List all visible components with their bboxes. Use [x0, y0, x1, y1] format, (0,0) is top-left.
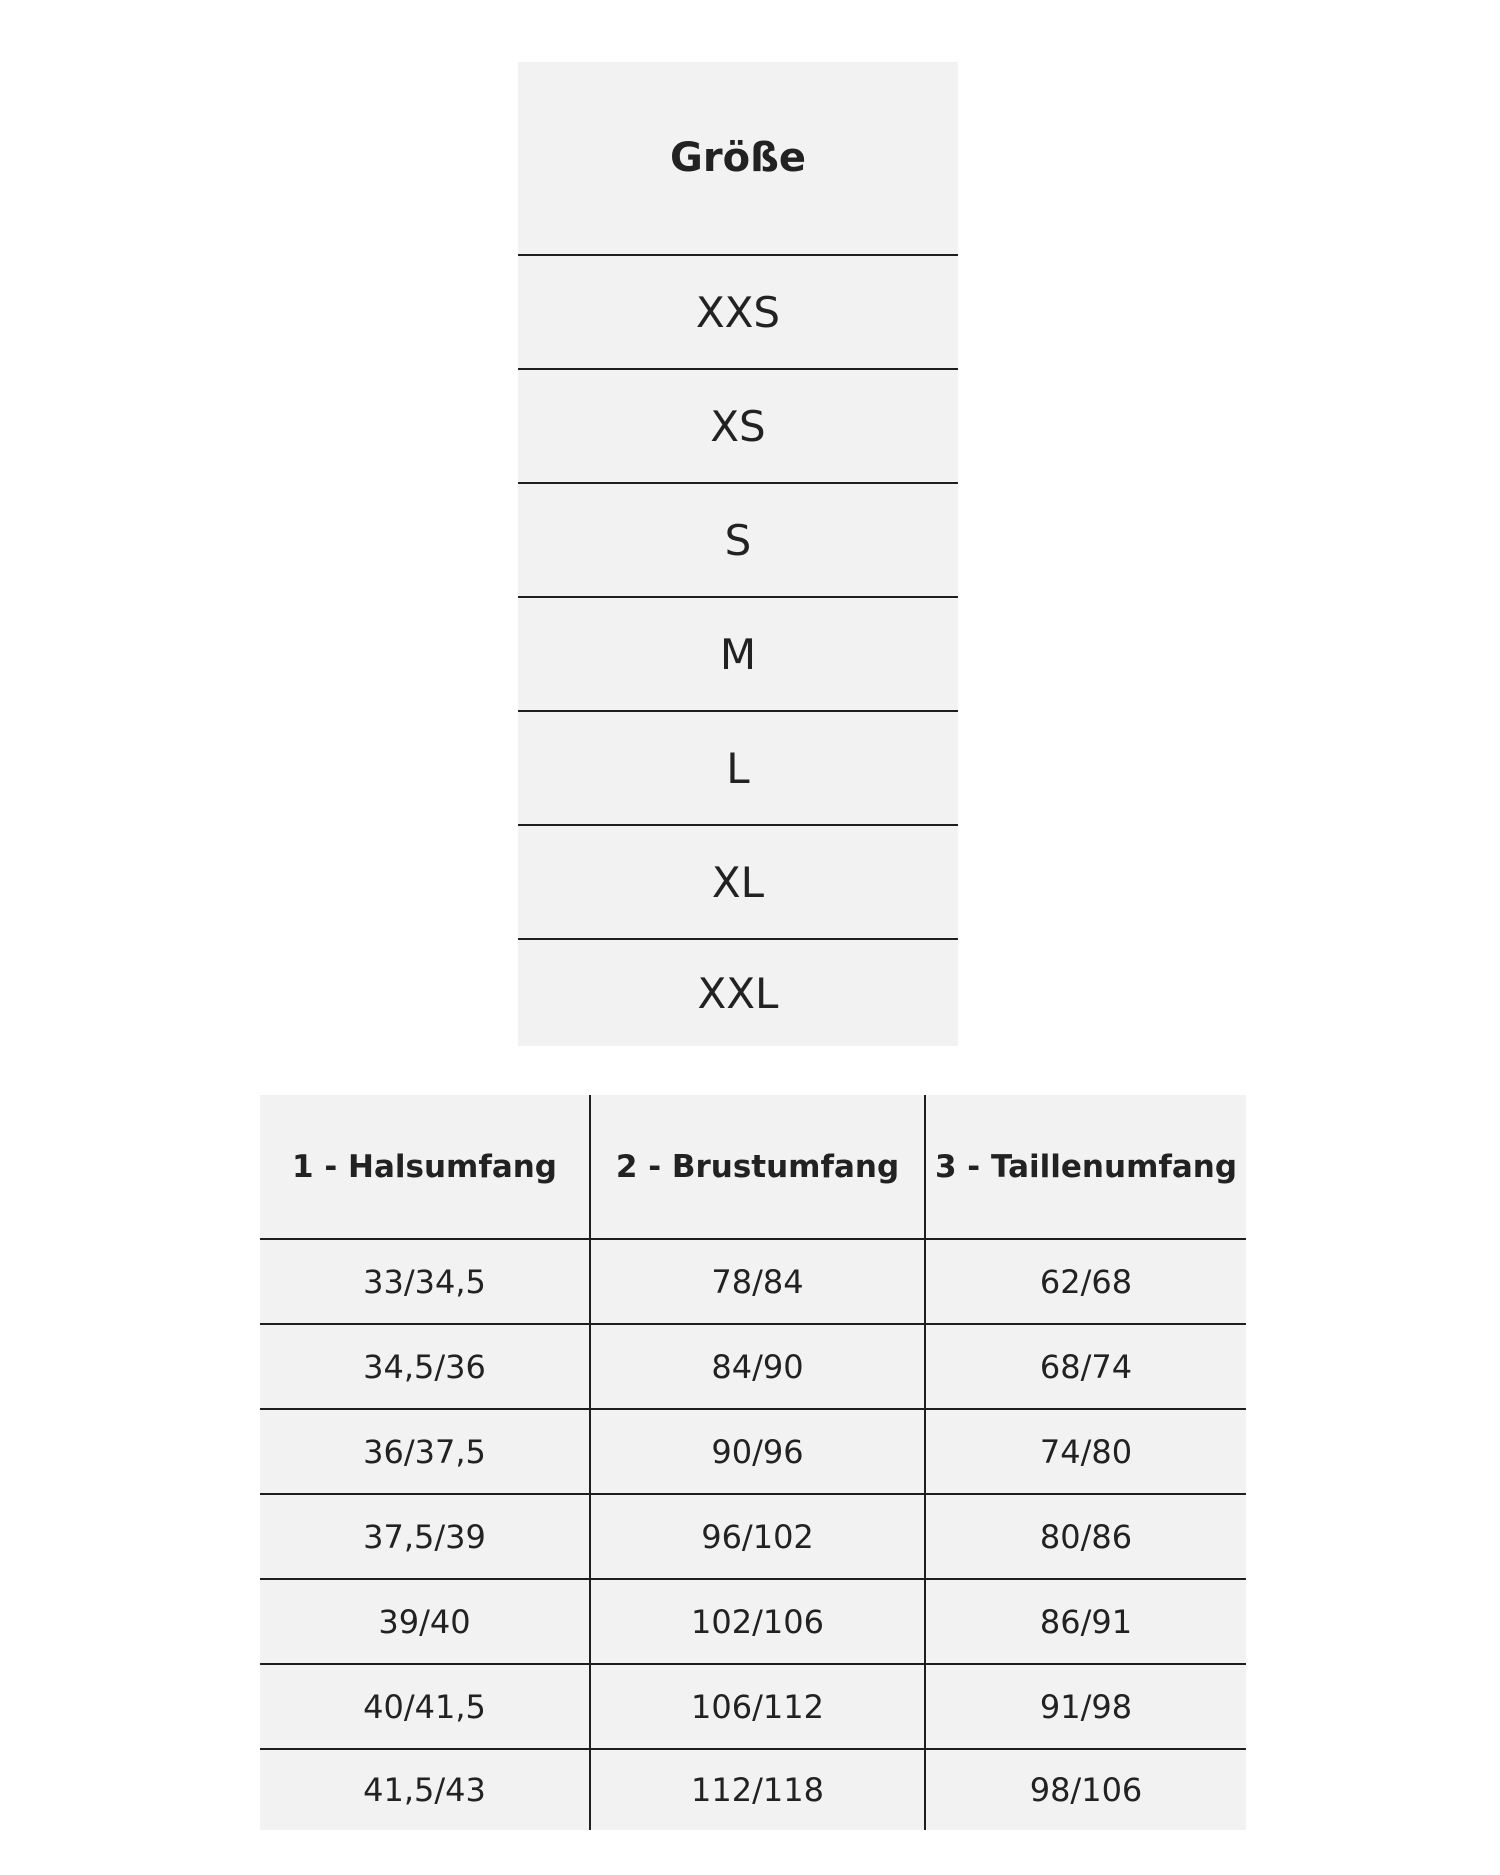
size-row: XS [518, 370, 958, 484]
chest-cell: 90/96 [591, 1410, 926, 1493]
chest-cell: 112/118 [591, 1750, 926, 1830]
size-row: XXS [518, 256, 958, 370]
size-table-header: Größe [518, 62, 958, 256]
waist-cell: 74/80 [1039, 1432, 1133, 1471]
neck-cell: 36/37,5 [260, 1410, 591, 1493]
neck-cell: 34,5/36 [260, 1325, 591, 1408]
column-header-chest: 2 - Brustumfang [591, 1095, 926, 1238]
chest-cell: 96/102 [591, 1495, 926, 1578]
size-row: S [518, 484, 958, 598]
waist-cell: 62/68 [1039, 1262, 1133, 1301]
chest-cell: 78/84 [591, 1240, 926, 1323]
chest-cell: 102/106 [591, 1580, 926, 1663]
measurements-table [260, 1095, 1246, 1830]
neck-cell: 41,5/43 [260, 1750, 591, 1830]
column-header-waist: 3 - Taillenumfang [934, 1148, 1238, 1185]
neck-cell: 33/34,5 [260, 1240, 591, 1323]
table-row [260, 1750, 1246, 1830]
table-row [260, 1495, 1246, 1580]
waist-cell: 68/74 [1039, 1347, 1133, 1386]
size-row: L [518, 712, 958, 826]
table-row [260, 1665, 1246, 1750]
table-row [260, 1580, 1246, 1665]
table-row [260, 1410, 1246, 1495]
measurements-header-row [260, 1095, 1246, 1240]
waist-cell: 80/86 [1039, 1517, 1133, 1556]
size-row: M [518, 598, 958, 712]
waist-cell: 91/98 [1039, 1687, 1133, 1726]
neck-cell: 40/41,5 [260, 1665, 591, 1748]
table-row [260, 1240, 1246, 1325]
chest-cell: 84/90 [591, 1325, 926, 1408]
size-row: XL [518, 826, 958, 940]
neck-cell: 37,5/39 [260, 1495, 591, 1578]
waist-cell: 98/106 [1029, 1771, 1143, 1809]
size-table [518, 62, 958, 1046]
size-row: XXL [697, 968, 779, 1018]
table-row [260, 1325, 1246, 1410]
neck-cell: 39/40 [260, 1580, 591, 1663]
chest-cell: 106/112 [591, 1665, 926, 1748]
column-header-neck: 1 - Halsumfang [260, 1095, 591, 1238]
waist-cell: 86/91 [1039, 1602, 1133, 1641]
